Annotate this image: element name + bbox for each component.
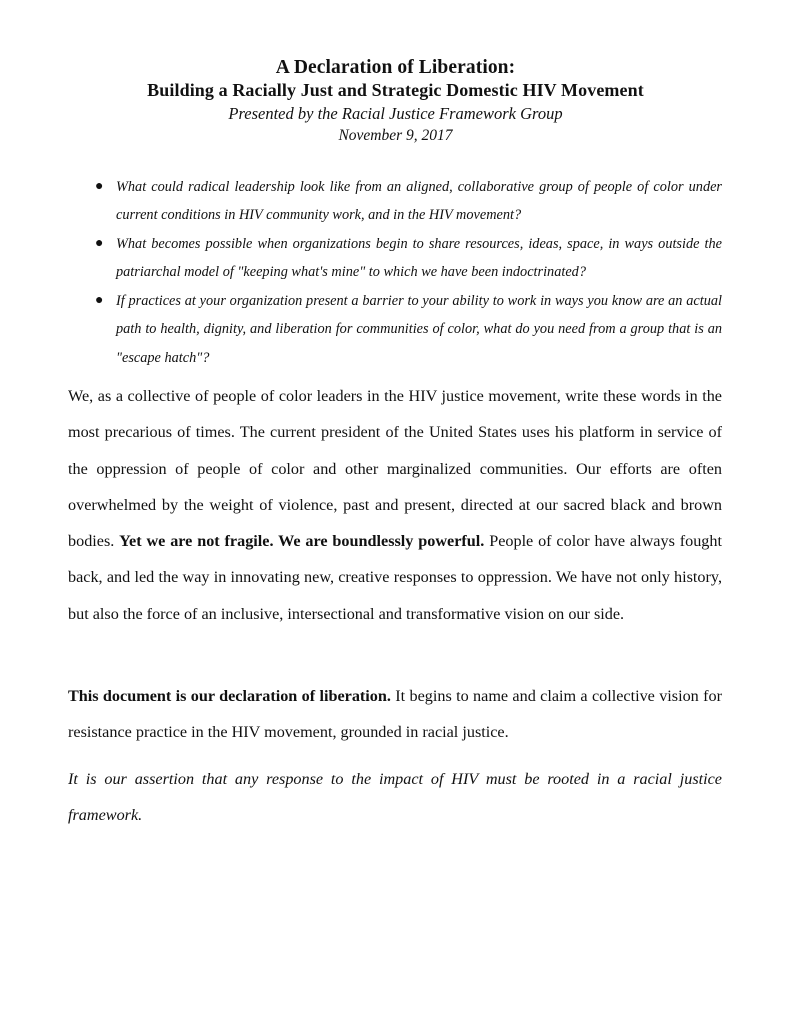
body-paragraph-1 [68,378,722,632]
document-subtitle: Presented by the Racial Justice Framework Group [228,104,563,123]
list-item [68,173,722,230]
bullet-icon: ● [95,236,104,252]
title-block [0,56,791,146]
paragraph-2-rest: It begins to name and claim a collective vision for resistance practice in the HIV movement, grounded in racial justice. [68,687,722,742]
paragraph-3-text: It is our assertion that any response to the impact of HIV must be rooted in a racial justice framework. [68,770,722,825]
body-paragraph-2 [68,678,722,751]
bullet-icon: ● [95,293,104,309]
list-item [68,230,722,287]
paragraph-1-emphasis: Yet we are not fragile. We are boundlessly powerful. [119,532,485,551]
paragraph-2-emphasis: This document is our declaration of liberation. [68,687,391,705]
question-text: What could radical leadership look like from an aligned, collaborative group of people of color under current conditions in HIV community work, and in the HIV movement? [116,179,722,224]
paragraph-1-part-2: People of color have always fought back, and led the way in innovating new, creative responses to oppression. We have not only history, but also the force of an inclusive, intersectional and transformative vision on our side. [68,532,722,623]
document-title-line-2: Building a Racially Just and Strategic Domestic HIV Movement [147,80,644,100]
question-text: What becomes possible when organizations begin to share resources, ideas, space, in ways outside the patriarchal model of "keeping what's mine" to which we have been indoctrinated? [116,236,722,281]
body-paragraph-3 [68,761,722,834]
question-list [68,173,722,373]
bullet-icon: ● [95,179,104,194]
document-date: November 9, 2017 [338,127,453,144]
question-text: If practices at your organization present a barrier to your ability to work in ways you know are an actual path to health, dignity, and liberation for communities of color, what do you need from a group that is an "escape hatch"? [116,293,722,366]
document-title-line-1: A Declaration of Liberation: [275,57,516,78]
paragraph-1-part-1: We, as a collective of people of color leaders in the HIV justice movement, write these words in the most precarious of times. The current president of the United States uses his platform in service of the oppression of people of color and other marginalized communities. Our efforts are often overwhelmed by the weight of violence, past and present, directed at our sacred black and brown bodies. [68,387,722,551]
list-item [68,287,722,372]
